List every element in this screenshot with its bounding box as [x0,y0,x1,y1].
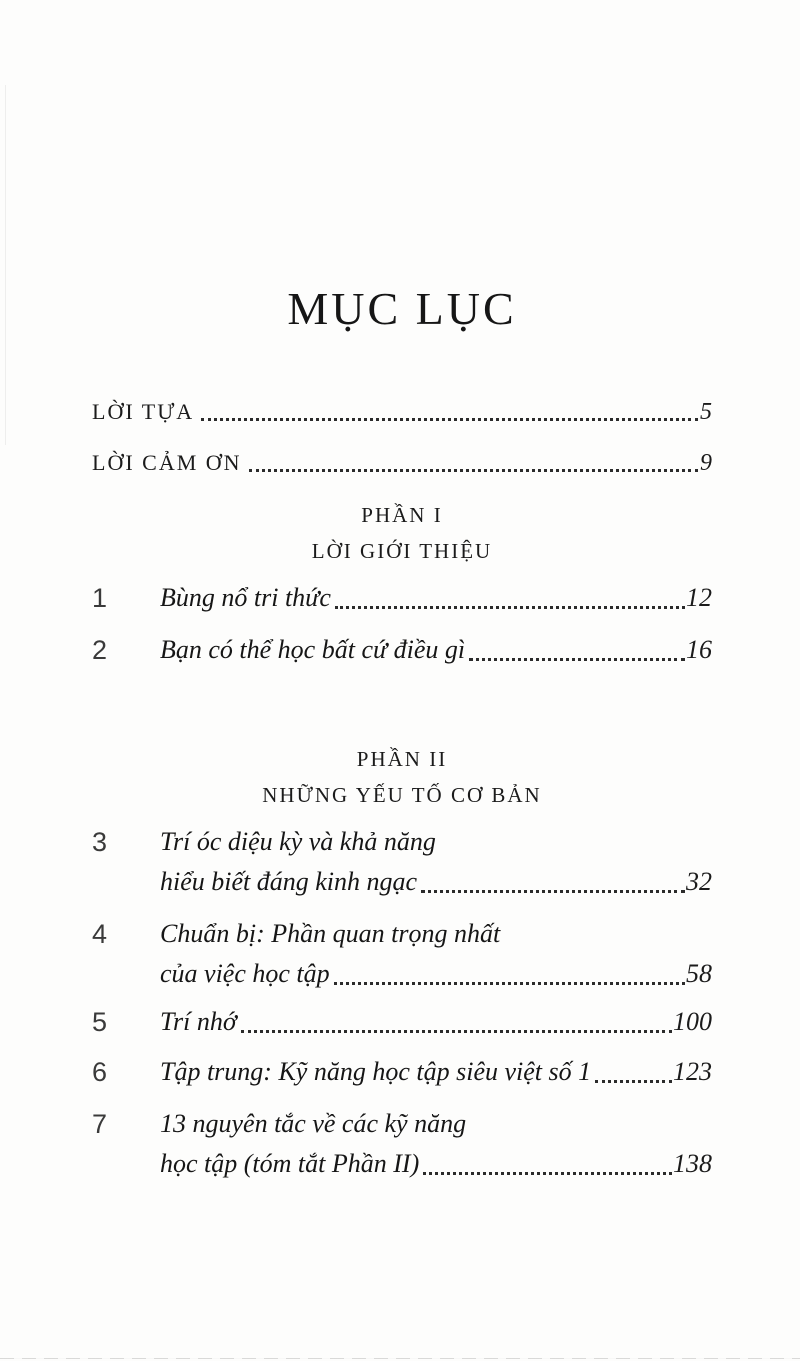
part-heading: PHẦN II [356,747,448,771]
chapter-number: 7 [92,1109,108,1139]
toc-chapter-7 [92,1104,712,1184]
chapter-number: 5 [92,1007,108,1037]
chapter-number: 6 [92,1057,108,1087]
toc-chapter-2 [92,630,712,670]
chapter-title: Bùng nổ tri thức [160,583,331,612]
dot-leader [201,418,698,421]
toc-entry-label: LỜI CẢM ƠN [92,450,242,475]
part-subtitle: LỜI GIỚI THIỆU [311,539,493,563]
dot-leader [249,469,698,472]
toc-chapter-5 [92,1002,712,1042]
scan-edge-artifact-bottom [0,1358,800,1359]
chapter-number: 3 [92,827,108,857]
toc-chapter-4 [92,914,712,994]
chapter-page-number: 12 [686,583,712,612]
chapter-title: Trí nhớ [160,1007,237,1036]
toc-chapter-3 [92,822,712,902]
page-title: MỤC LỤC [287,283,517,334]
chapter-number: 1 [92,583,108,613]
chapter-page-number: 100 [673,1007,712,1036]
dot-leader [423,1172,672,1175]
toc-entry-page-number: 5 [700,399,712,425]
chapter-page-number: 32 [686,867,712,896]
chapter-title: Trí óc diệu kỳ và khả năng [160,827,436,856]
toc-entry-label: LỜI TỰA [92,399,195,424]
dot-leader [334,982,685,985]
chapter-title: 13 nguyên tắc về các kỹ năng [160,1109,467,1138]
toc-chapter-1 [92,578,712,618]
dot-leader [421,890,685,893]
part-heading: PHẦN I [361,503,443,527]
dot-leader [595,1080,672,1083]
toc-entry-page-number: 9 [700,450,712,476]
chapter-page-number: 58 [686,959,712,988]
dot-leader [469,658,685,661]
toc-content [92,0,712,1184]
chapter-page-number: 123 [673,1057,712,1086]
chapter-title: Bạn có thể học bất cứ điều gì [160,635,466,664]
toc-entry-loi-tua [92,397,712,427]
chapter-title-continued: hiểu biết đáng kinh ngạc [160,867,418,896]
dot-leader [335,606,685,609]
chapter-page-number: 16 [686,635,712,664]
chapter-title: Tập trung: Kỹ năng học tập siêu việt số 1 [160,1057,592,1086]
chapter-number: 2 [92,635,108,665]
scan-edge-artifact-left [5,85,6,445]
toc-entry-loi-cam-on [92,448,712,478]
part-subtitle: NHỮNG YẾU TỐ CƠ BẢN [262,783,542,807]
chapter-page-number: 138 [673,1149,712,1178]
toc-chapter-6 [92,1052,712,1092]
chapter-title: Chuẩn bị: Phần quan trọng nhất [160,919,501,948]
dot-leader [241,1030,672,1033]
chapter-number: 4 [92,919,108,949]
chapter-title-continued: học tập (tóm tắt Phần II) [160,1149,420,1178]
chapter-title-continued: của việc học tập [160,959,330,988]
